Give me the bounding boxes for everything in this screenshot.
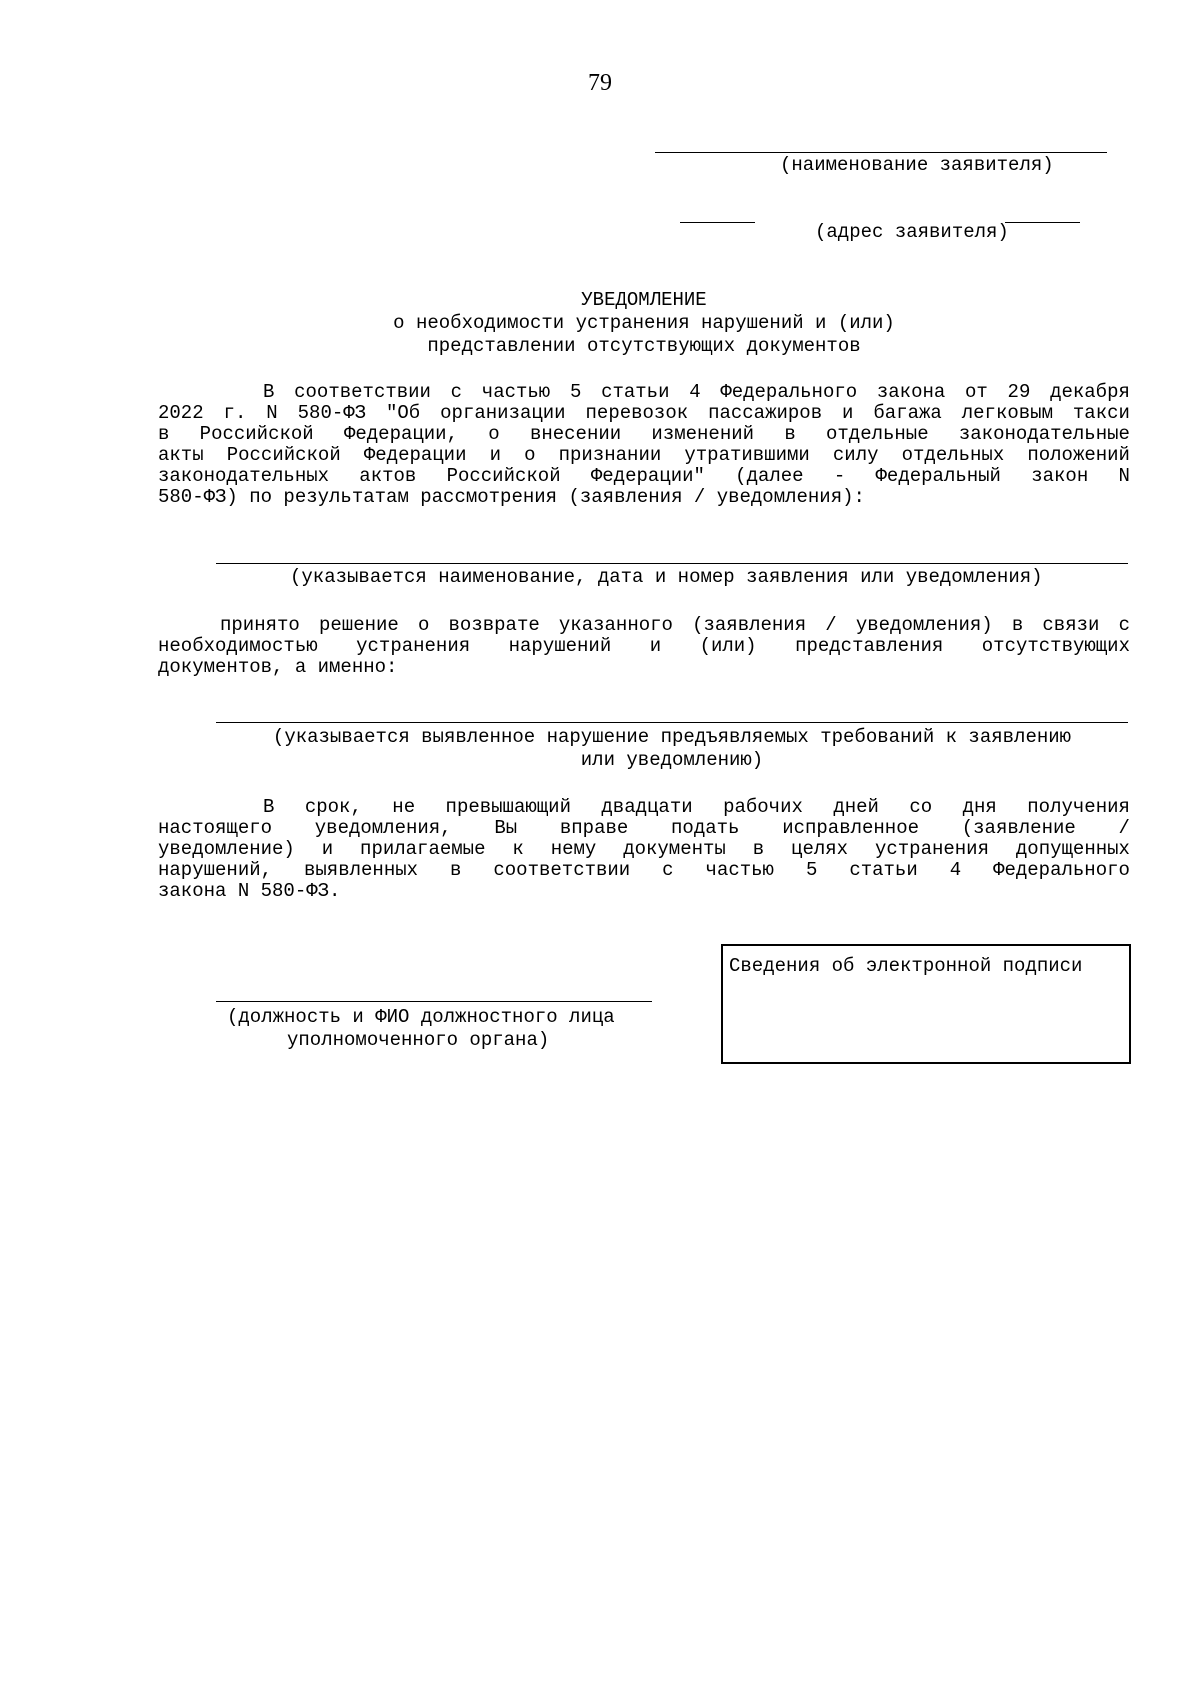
word: с <box>662 859 674 881</box>
word: пассажиров <box>708 402 823 424</box>
word: 5 <box>569 381 582 403</box>
word: 4 <box>949 859 962 881</box>
paragraph-line <box>158 466 1130 487</box>
word: получения <box>1027 796 1130 818</box>
word: легковым <box>961 402 1053 424</box>
word: подать <box>671 817 740 839</box>
word: и <box>649 635 662 657</box>
word: с <box>1118 614 1130 636</box>
violation-details-line <box>216 722 1128 723</box>
application-details-caption: (указывается наименование, дата и номер заявления или уведомления) <box>290 566 1043 588</box>
word: силу <box>832 444 879 466</box>
paragraph-line <box>158 445 1130 466</box>
word: (далее <box>735 465 804 487</box>
word: уведомления, <box>314 817 452 839</box>
word: исправленное <box>782 817 920 839</box>
word: багажа <box>873 402 942 424</box>
word: (заявление <box>961 817 1076 839</box>
paragraph-law-reference <box>158 382 1130 508</box>
word: в <box>784 423 796 445</box>
word: прилагаемые <box>360 838 486 860</box>
word: внесении <box>529 423 622 445</box>
word: г. <box>223 402 247 424</box>
applicant-address-caption: (адрес заявителя) <box>815 221 1009 243</box>
word: выявленных <box>304 859 419 881</box>
word: дней <box>833 796 879 818</box>
word: Российской <box>226 444 341 466</box>
word: Федерации" <box>590 465 705 487</box>
word: В <box>263 381 275 403</box>
word: Федерации, <box>343 423 458 445</box>
word: перевозок <box>585 402 689 424</box>
word: допущенных <box>1015 838 1130 860</box>
word: законодательные <box>958 423 1130 445</box>
paragraph-line <box>158 636 1130 657</box>
word: к <box>512 838 524 860</box>
word: нарушений, <box>158 859 273 881</box>
word: отсутствующих <box>981 635 1130 657</box>
paragraph-line <box>158 403 1130 424</box>
word: о <box>417 614 430 636</box>
word: решение <box>318 614 399 636</box>
word: устранения <box>874 838 989 860</box>
paragraph-line <box>158 860 1130 881</box>
word: и <box>321 838 334 860</box>
word: / <box>1118 817 1130 839</box>
notice-subtitle-line2: представлении отсутствующих документов <box>427 335 861 357</box>
word: соответствии <box>294 381 431 403</box>
violation-caption-line2: или уведомлению) <box>580 749 764 771</box>
paragraph-line <box>158 424 1130 445</box>
word: 580-ФЗ <box>297 402 367 424</box>
word: частью <box>481 381 551 403</box>
word: декабря <box>1050 381 1130 403</box>
applicant-address-line-left <box>680 222 755 223</box>
word: дня <box>962 796 997 818</box>
word: (заявления <box>692 614 807 636</box>
word: возврате <box>448 614 540 636</box>
word: не <box>392 796 416 818</box>
paragraph-last-line: документов, а именно: <box>158 656 398 678</box>
word: "Об <box>386 402 421 424</box>
word: и <box>489 444 501 466</box>
word: уведомление) <box>158 838 295 860</box>
word: превышающий <box>445 796 571 818</box>
word: срок, <box>304 796 362 818</box>
word: такси <box>1072 402 1130 424</box>
word: уведомления) <box>855 614 993 636</box>
official-caption-line1: (должность и ФИО должностного лица <box>227 1006 615 1028</box>
paragraph-line <box>158 839 1130 860</box>
word: устранения <box>356 635 471 657</box>
word: изменений <box>651 423 755 445</box>
paragraph-line <box>158 615 1130 636</box>
word: соответствии <box>493 859 631 881</box>
word: принято <box>220 614 300 636</box>
word: настоящего <box>158 817 273 839</box>
word: о <box>488 423 500 445</box>
violation-caption-line1: (указывается выявленное нарушение предъявляемых требований к заявлению <box>272 726 1072 748</box>
word: в <box>158 423 170 445</box>
word: отдельных <box>901 444 1005 466</box>
paragraph-line <box>158 818 1130 839</box>
word: Федерального <box>993 859 1130 881</box>
word: нему <box>550 838 597 860</box>
word: 29 <box>1007 381 1031 403</box>
word: закон <box>1031 465 1089 487</box>
word: Российской <box>199 423 314 445</box>
paragraph-resubmission <box>158 797 1130 902</box>
applicant-name-caption: (наименование заявителя) <box>780 154 1054 176</box>
applicant-name-line <box>655 152 1107 153</box>
word: в <box>752 838 765 860</box>
page-number: 79 <box>588 70 612 96</box>
word: Вы <box>494 817 518 839</box>
word: положений <box>1027 444 1130 466</box>
paragraph-line <box>158 382 1130 403</box>
word: N <box>1118 465 1130 487</box>
word: законодательных <box>158 465 330 487</box>
notice-subtitle-line1: о необходимости устранения нарушений и (или) <box>393 312 895 334</box>
word: частью <box>705 859 774 881</box>
paragraph-decision <box>158 615 1130 678</box>
word: отдельные <box>825 423 929 445</box>
word: / <box>825 614 837 636</box>
word: в <box>1011 614 1024 636</box>
word: утратившими <box>684 444 810 466</box>
official-caption-line2: уполномоченного органа) <box>287 1029 550 1051</box>
word: статьи <box>849 859 918 881</box>
word: 5 <box>805 859 818 881</box>
word: Федерального <box>720 381 858 403</box>
word: 2022 <box>158 402 204 424</box>
word: организации <box>440 402 566 424</box>
word: акты <box>158 444 204 466</box>
word: - <box>833 465 846 487</box>
official-signature-line <box>216 1001 652 1002</box>
word: целях <box>791 838 849 860</box>
word: признании <box>558 444 662 466</box>
word: от <box>965 381 988 403</box>
word: закона <box>876 381 946 403</box>
paragraph-last-line: 580-ФЗ) по результатам рассмотрения (заявления / уведомления): <box>158 486 865 508</box>
word: вправе <box>559 817 629 839</box>
word: и <box>842 402 854 424</box>
paragraph-line <box>158 797 1130 818</box>
word: Федерации <box>363 444 467 466</box>
word: актов <box>359 465 417 487</box>
word: В <box>263 796 275 818</box>
word: указанного <box>558 614 673 636</box>
word: представления <box>795 635 944 657</box>
word: документы <box>623 838 726 860</box>
paragraph-last-line: закона N 580-ФЗ. <box>158 880 341 902</box>
word: со <box>909 796 933 818</box>
word: связи <box>1042 614 1100 636</box>
word: нарушений <box>508 635 612 657</box>
word: 4 <box>689 381 701 403</box>
word: в <box>450 859 462 881</box>
word: N <box>266 402 278 424</box>
word: рабочих <box>723 796 803 818</box>
notice-heading: УВЕДОМЛЕНИЕ <box>581 289 707 311</box>
electronic-signature-box <box>721 944 1131 1064</box>
applicant-address-line-right <box>1005 222 1080 223</box>
application-details-line <box>216 563 1128 564</box>
word: (или) <box>699 635 757 657</box>
electronic-signature-title: Сведения об электронной подписи <box>729 955 1083 977</box>
word: Российской <box>446 465 561 487</box>
word: необходимостью <box>158 635 318 657</box>
word: статьи <box>601 381 670 403</box>
word: о <box>524 444 536 466</box>
word: двадцати <box>601 796 693 818</box>
word: с <box>450 381 463 403</box>
word: Федеральный <box>875 465 1001 487</box>
